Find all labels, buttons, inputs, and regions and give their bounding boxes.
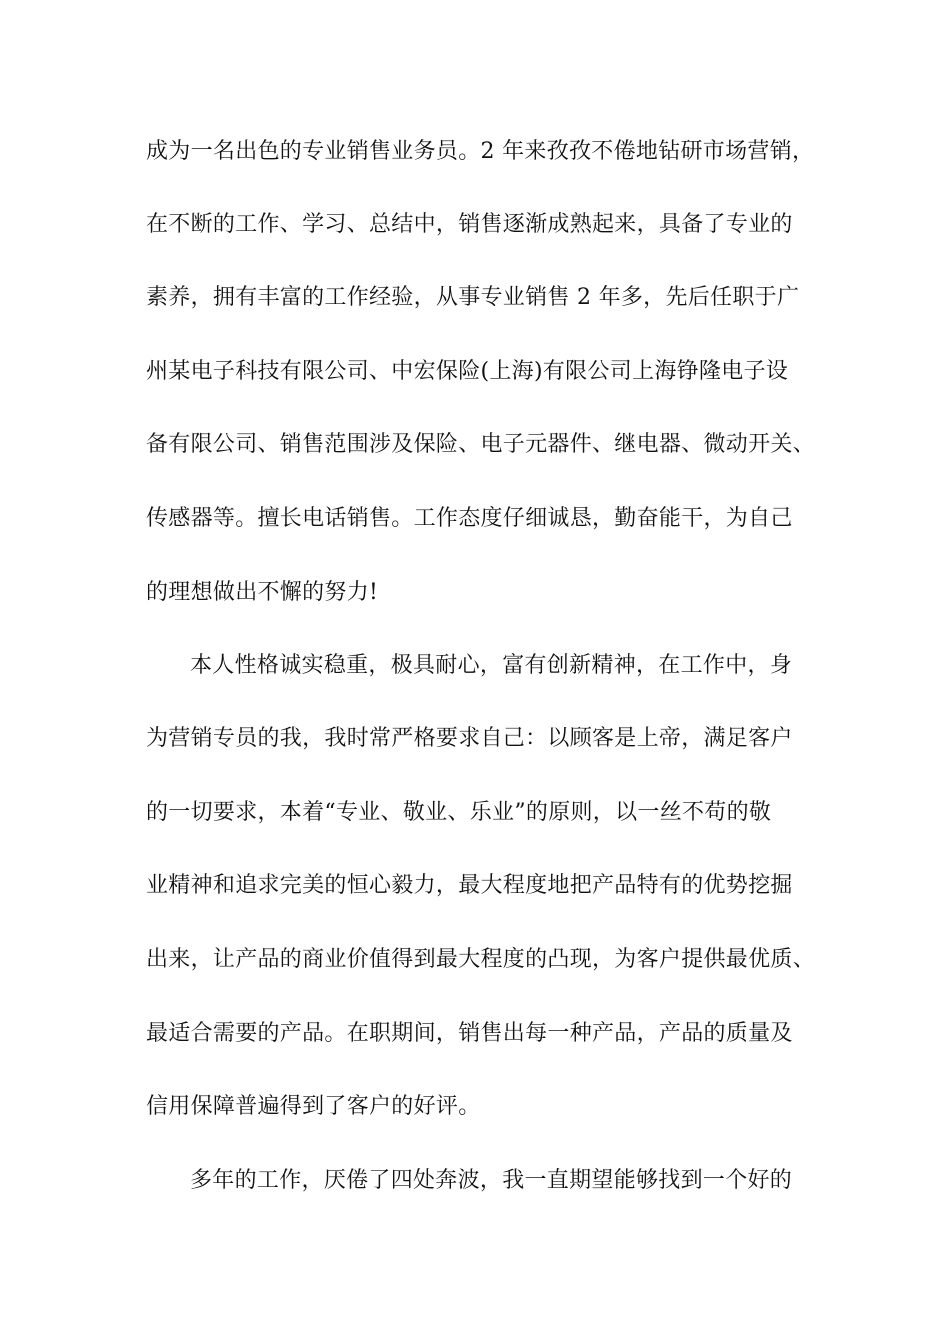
text-line: 的理想做出不懈的努力!: [146, 580, 379, 605]
text-line: 信用保障普遍得到了客户的好评。: [146, 1094, 481, 1119]
text-line: 传感器等。擅长电话销售。工作态度仔细诚恳，勤奋能干，为自己: [146, 506, 793, 531]
text-line: 为营销专员的我，我时常严格要求自己：以顾客是上帝，满足客户: [146, 726, 793, 751]
text-line: 业精神和追求完美的恒心毅力，最大程度地把产品特有的优势挖掘: [146, 873, 793, 898]
text-line: 成为一名出色的专业销售业务员。2 年来孜孜不倦地钻研市场营销，: [146, 139, 815, 164]
text-line: 素养，拥有丰富的工作经验，从事专业销售 2 年多，先后任职于广: [146, 285, 800, 310]
paragraph-start-line: 多年的工作，厌倦了四处奔波，我一直期望能够找到一个好的: [190, 1168, 793, 1193]
text-line: 在不断的工作、学习、总结中，销售逐渐成熟起来，具备了专业的: [146, 212, 793, 237]
text-line: 最适合需要的产品。在职期间，销售出每一种产品，产品的质量及: [146, 1021, 793, 1046]
text-line: 备有限公司、销售范围涉及保险、电子元器件、继电器、微动开关、: [146, 432, 816, 457]
text-line: 州某电子科技有限公司、中宏保险(上海)有限公司上海铮隆电子设: [146, 359, 789, 384]
text-line: 出来，让产品的商业价值得到最大程度的凸现，为客户提供最优质、: [146, 947, 816, 972]
paragraph-start-line: 本人性格诚实稳重，极具耐心，富有创新精神，在工作中，身: [190, 653, 793, 678]
text-line: 的一切要求，本着“专业、敬业、乐业”的原则，以一丝不苟的敬: [146, 800, 772, 825]
